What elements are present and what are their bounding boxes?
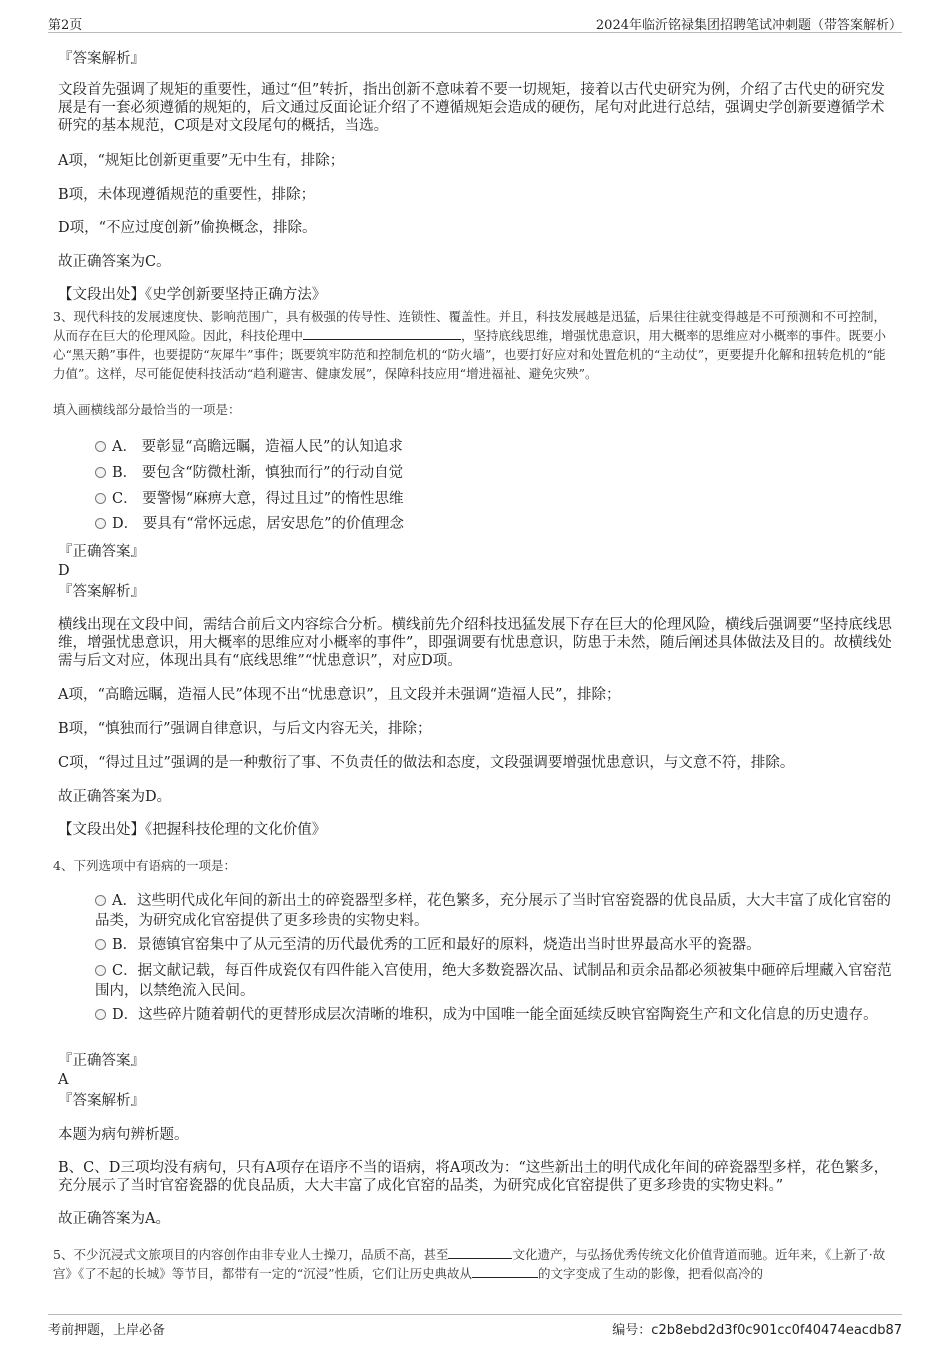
q4-analysis-text: B、C、D三项均没有病句，只有A项存在语序不当的语病，将A项改为：“这些新出土的明代成化年间的碎瓷器型多样，花色繁多，充分展示了当时官窑瓷器的优良品质，大大丰富了成化官窑的品类，为研究成化官窑提供了更多珍贵的实物史料。” [58,1160,889,1194]
q3-answer: D [58,563,70,579]
q2-conclusion: 故正确答案为C。 [58,254,171,270]
q2-option-a-note: A项，“规矩比创新更重要”无中生有，排除； [58,153,345,169]
q3-option-c[interactable]: C． 要警惕“麻痹大意，得过且过”的惰性思维 [95,489,895,509]
q4-option-a[interactable]: A．这些明代成化年间的新出土的碎瓷器型多样，花色繁多，充分展示了当时官窑瓷器的优良品质，大大丰富了成化官窑的品类，为研究成化官窑提供了更多珍贵的实物史料。 [95,893,891,929]
q5-fill-blank-1 [448,1246,512,1259]
q3-option-c-note: C项，“得过且过”强调的是一种敷衍了事、不负责任的做法和态度，文段强调要增强忧患意识，与文意不符，排除。 [58,755,795,771]
q2-option-d-note: D项，“不应过度创新”偷换概念，排除。 [58,220,317,236]
q3-option-b-note: B项，“慎独而行”强调自律意识，与后文内容无关，排除； [58,721,432,737]
page-number: 第2页 [48,18,83,33]
radio-button-icon[interactable] [95,467,106,478]
q3-option-d[interactable]: D． 要具有“常怀远虑，居安思危”的价值理念 [95,514,895,534]
q2-analysis-label: 『答案解析』 [58,51,145,67]
q4-option-b[interactable]: B．景德镇官窑集中了从元至清的历代最优秀的工匠和最好的原料，烧造出当时世界最高水平的瓷器。 [95,935,895,955]
q2-analysis-text: 文段首先强调了规矩的重要性，通过“但”转折，指出创新不意味着不要一切规矩，接着以古代史研究为例，介绍了古代史的研究发展是有一套必须遵循的规矩的，后文通过反面论证介绍了不遵循规矩会造成的硬伤，尾句对此进行总结，强调史学创新要遵循学术研究的基本规范，C项是对文段尾句的概括，当选。 [58,82,885,134]
q4-option-c[interactable]: C．据文献记载，每百件成瓷仅有四件能入宫使用，绝大多数瓷器次品、试制品和贡余品都必须被集中砸碎后埋藏入官窑范围内，以禁绝流入民间。 [95,963,892,999]
radio-button-icon[interactable] [95,441,106,452]
q3-conclusion: 故正确答案为D。 [58,789,172,805]
q4-answer-label: 『正确答案』 [58,1053,145,1069]
q3-analysis-text: 横线出现在文段中间，需结合前后文内容综合分析。横线前先介绍科技迅猛发展下存在巨大的伦理风险，横线后强调要“坚持底线思维，增强忧患意识，用大概率的思维应对小概率的事件”，即强调要有忧患意识，防患于未然，随后阐述具体做法及目的。故横线处需与后文对应，体现出具有“底线思维”“忧患意识”，对应D项。 [58,617,892,669]
radio-button-icon[interactable] [95,1009,106,1020]
q4-analysis-intro: 本题为病句辨析题。 [58,1127,189,1143]
radio-button-icon[interactable] [95,518,106,529]
q3-prompt: 填入画横线部分最恰当的一项是： [53,402,241,417]
radio-button-icon[interactable] [95,965,106,976]
q2-source: 【文段出处】《史学创新要坚持正确方法》 [58,287,327,303]
q4-option-d[interactable]: D．这些碎片随着朝代的更替形成层次清晰的堆积，成为中国唯一能全面延续反映官窑陶瓷生产和文化信息的历史遗存。 [95,1005,895,1025]
q4-stem: 4、下列选项中有语病的一项是： [53,858,236,873]
footer-slogan: 考前押题，上岸必备 [48,1323,166,1338]
document-code: 编号：c2b8ebd2d3f0c901cc0f40474eacdb87 [612,1323,902,1338]
q4-conclusion: 故正确答案为A。 [58,1211,170,1227]
q3-option-a-note: A项，“高瞻远瞩，造福人民”体现不出“忧患意识”，且文段并未强调“造福人民”，排除； [58,687,621,703]
page-header [48,14,902,33]
q3-source: 【文段出处】《把握科技伦理的文化价值》 [58,822,327,838]
q3-option-a[interactable]: A． 要彰显“高瞻远瞩，造福人民”的认知追求 [95,437,895,457]
q5-stem: 5、不少沉浸式文旅项目的内容创作由非专业人士操刀，品质不高，甚至 文化遗产，与弘扬优秀传统文化价值背道而驰。近年来，《上新了·故宫》《了不起的长城》等节目，都带有一定的“沉浸”性质，它们让历史典故从 的文字变成了生动的影像，把看似高冷的 [53,1247,886,1281]
radio-button-icon[interactable] [95,939,106,950]
q3-option-b[interactable]: B． 要包含“防微杜渐，慎独而行”的行动自觉 [95,463,895,483]
q4-answer: A [58,1072,69,1088]
q2-option-b-note: B项，未体现遵循规范的重要性，排除； [58,187,316,203]
document-title: 2024年临沂铭禄集团招聘笔试冲刺题（带答案解析） [595,18,902,33]
q3-fill-blank [303,327,461,340]
radio-button-icon[interactable] [95,493,106,504]
q5-fill-blank-2 [472,1265,538,1278]
q3-analysis-label: 『答案解析』 [58,584,145,600]
q4-analysis-label: 『答案解析』 [58,1093,145,1109]
page-footer [48,1314,902,1338]
q3-answer-label: 『正确答案』 [58,544,145,560]
q3-stem: 3、现代科技的发展速度快、影响范围广，具有极强的传导性、连锁性、覆盖性。并且，科技发展越是迅猛，后果往往就变得越是不可预测和不可控制，从而存在巨大的伦理风险。因此，科技伦理中 ，坚持底线思维，增强忧患意识，用大概率的思维应对小概率的事件。既要小心“黑天鹅”事件，也要提防“灰犀牛”事件；既要筑牢防范和控制危机的“防火墙”，也要打好应对和处置危机的“主动仗”，更要提升化解和扭转危机的“能力值”。这样，尽可能促使科技活动“趋利避害、健康发展”，保障科技应用“增进福祉、避免灾殃”。 [53,309,887,381]
radio-button-icon[interactable] [95,895,106,906]
